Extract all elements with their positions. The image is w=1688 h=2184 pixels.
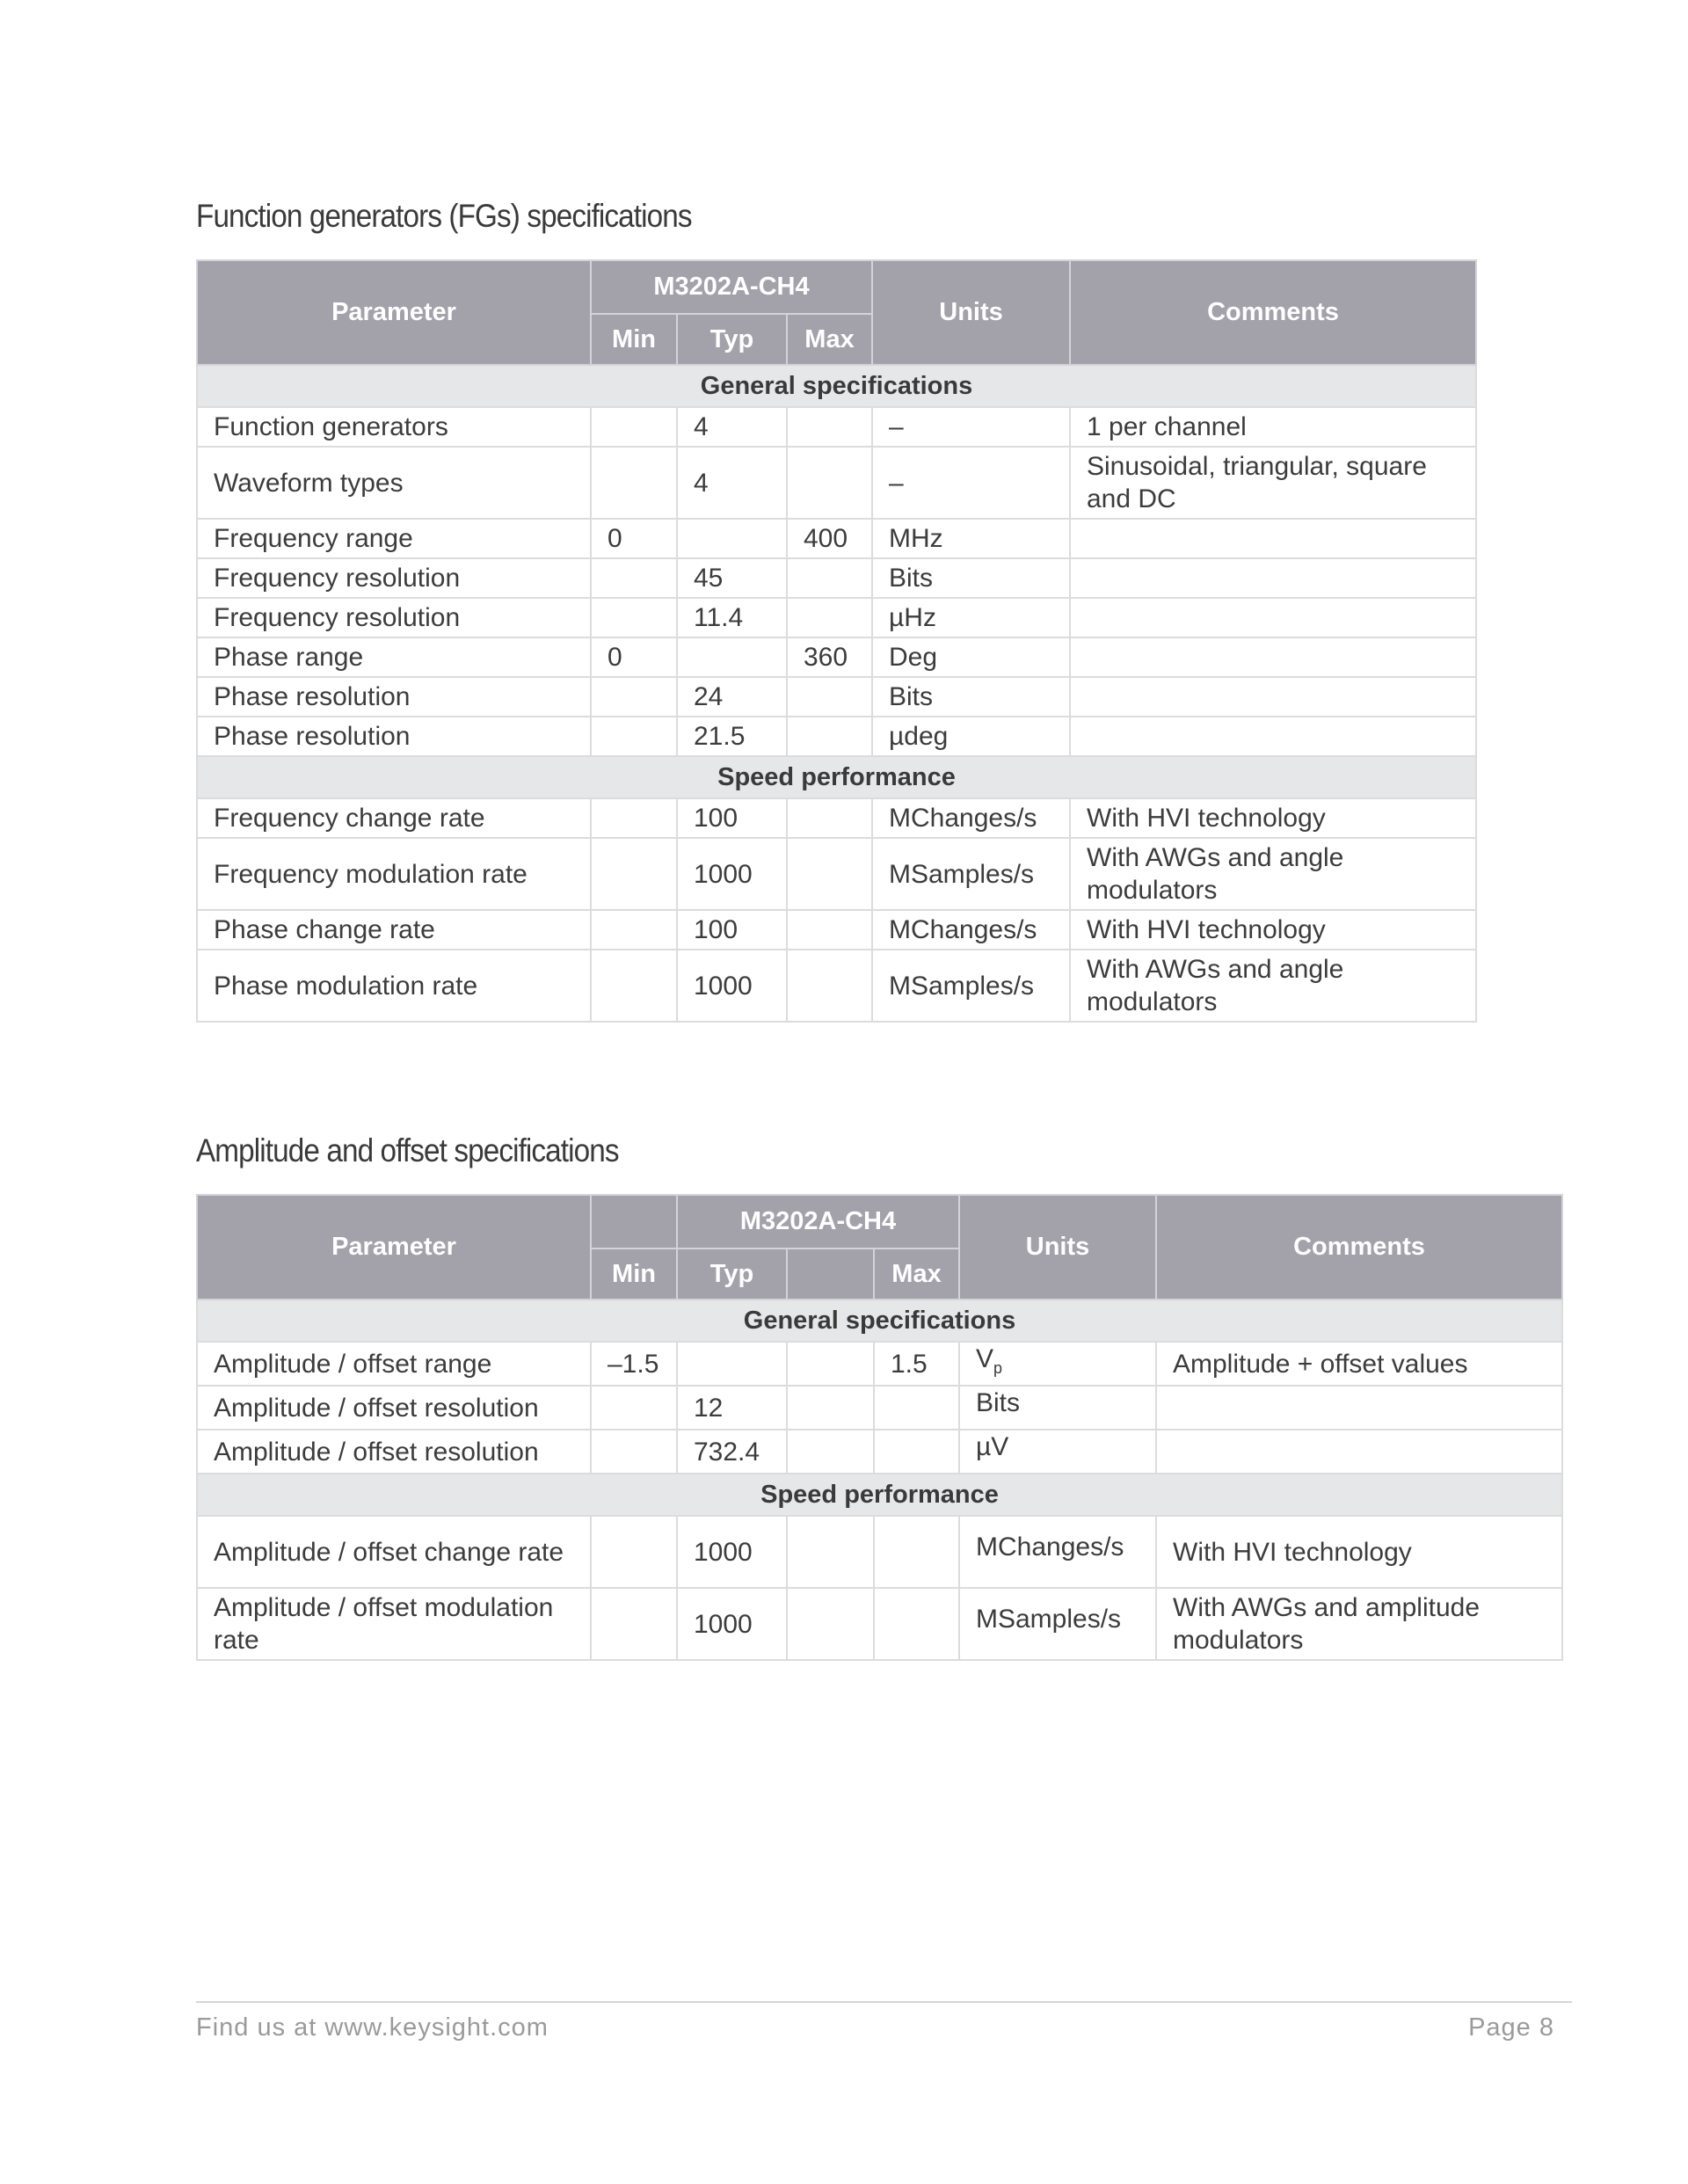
table-cell [787,598,872,637]
table-row [197,447,1476,519]
table-cell: Phase modulation rate [197,950,591,1022]
header-parameter: Parameter [197,260,591,365]
table-row [197,637,1476,677]
table-cell: 1000 [677,1588,787,1660]
header-blank [591,1195,677,1249]
table-cell: Amplitude / offset resolution [197,1430,591,1474]
table-cell [1156,1386,1562,1430]
table-cell [787,1516,874,1588]
table-cell: Amplitude / offset change rate [197,1516,591,1588]
table-cell [787,950,872,1022]
table-cell [591,1588,677,1660]
table-cell: Amplitude / offset range [197,1342,591,1386]
table-cell [591,407,677,447]
table-row [197,519,1476,558]
table-cell [787,717,872,756]
table-cell: Waveform types [197,447,591,519]
table-cell: Phase resolution [197,677,591,717]
table-cell: Bits [872,558,1070,598]
table-cell: Phase change rate [197,910,591,950]
table-cell [591,447,677,519]
footer-divider [196,2001,1572,2003]
table-cell [1070,717,1476,756]
units-text: MChanges/s [976,1532,1124,1562]
units-text: V [976,1344,994,1373]
table-row [197,1342,1562,1386]
table-cell: 12 [677,1386,787,1430]
table-cell: 1000 [677,1516,787,1588]
table-cell: µdeg [872,717,1070,756]
section-row [197,756,1476,798]
footer-website-link[interactable]: Find us at www.keysight.com [196,2013,549,2042]
table-row [197,910,1476,950]
section-label: General specifications [197,365,1476,407]
table-cell [787,910,872,950]
table-cell: Frequency resolution [197,558,591,598]
table-cell: Deg [872,637,1070,677]
table-row [197,1588,1562,1660]
units-cell [959,1386,1156,1430]
table-row [197,677,1476,717]
table-cell: Frequency range [197,519,591,558]
table-cell [591,910,677,950]
table-row [197,838,1476,910]
table-cell [874,1516,959,1588]
section-title-fg: Function generators (FGs) specifications [196,198,692,234]
header-model: M3202A-CH4 [591,260,872,314]
table-cell: Amplitude / offset modulation rate [197,1588,591,1660]
table-row [197,1430,1562,1474]
table-cell: 11.4 [677,598,787,637]
table-cell [874,1430,959,1474]
header-comments: Comments [1070,260,1476,365]
table-cell: Bits [872,677,1070,717]
table-cell [591,677,677,717]
table-cell: – [872,407,1070,447]
table-row [197,717,1476,756]
table-row [197,598,1476,637]
units-cell [959,1342,1156,1386]
table-cell: 100 [677,798,787,838]
table-cell [591,717,677,756]
table-cell [787,798,872,838]
table-cell [1070,598,1476,637]
table-cell [677,519,787,558]
table-cell [1070,637,1476,677]
table-cell: 1000 [677,950,787,1022]
header-max: Max [787,314,872,365]
table-row [197,1386,1562,1430]
table-cell [1156,1430,1562,1474]
table-cell: Amplitude + offset values [1156,1342,1562,1386]
table-cell: With HVI technology [1070,910,1476,950]
table-cell: Frequency change rate [197,798,591,838]
table-cell [874,1386,959,1430]
table-cell [591,558,677,598]
table-cell [1070,677,1476,717]
section-row [197,1299,1562,1342]
table-row [197,407,1476,447]
table-cell [787,1588,874,1660]
table-cell: MHz [872,519,1070,558]
table-cell: Phase resolution [197,717,591,756]
table-cell: 100 [677,910,787,950]
table-cell: With HVI technology [1070,798,1476,838]
table-cell [787,838,872,910]
table-cell: Amplitude / offset resolution [197,1386,591,1430]
table-row [197,950,1476,1022]
table-cell: MChanges/s [872,910,1070,950]
table-cell: MSamples/s [872,950,1070,1022]
amplitude-spec-table [196,1194,1563,1661]
table-cell: 400 [787,519,872,558]
table-cell [677,1342,787,1386]
table-cell: 21.5 [677,717,787,756]
table-cell [591,598,677,637]
table-cell [787,447,872,519]
fg-spec-table [196,259,1477,1023]
table-cell [1070,558,1476,598]
table-cell [591,1386,677,1430]
table-row [197,558,1476,598]
table-cell: 732.4 [677,1430,787,1474]
section-label: Speed performance [197,1474,1562,1516]
units-text: µV [976,1432,1009,1461]
header-model: M3202A-CH4 [677,1195,959,1249]
section-title-amplitude: Amplitude and offset specifications [196,1132,619,1168]
table-cell: 45 [677,558,787,598]
header-units: Units [872,260,1070,365]
header-min: Min [591,314,677,365]
section-row [197,1474,1562,1516]
table-cell: Frequency modulation rate [197,838,591,910]
table-cell [787,407,872,447]
table-cell: Sinusoidal, triangular, square and DC [1070,447,1476,519]
table-cell: Function generators [197,407,591,447]
table-cell: Frequency resolution [197,598,591,637]
table-cell [1070,519,1476,558]
header-parameter: Parameter [197,1195,591,1299]
table-cell: With HVI technology [1156,1516,1562,1588]
table-cell: MSamples/s [872,838,1070,910]
table-cell: 0 [591,519,677,558]
header-max: Max [874,1249,959,1299]
header-comments: Comments [1156,1195,1562,1299]
section-label: General specifications [197,1299,1562,1342]
table-cell [787,677,872,717]
table-cell [787,1386,874,1430]
units-text: Bits [976,1388,1021,1417]
units-cell [959,1430,1156,1474]
table-cell: With AWGs and angle modulators [1070,838,1476,910]
table-cell [677,637,787,677]
table-cell: 1.5 [874,1342,959,1386]
table-row [197,1516,1562,1588]
header-typ: Typ [677,1249,787,1299]
units-text: MSamples/s [976,1605,1122,1634]
table-cell: 1000 [677,838,787,910]
table-cell: Phase range [197,637,591,677]
table-cell: MChanges/s [872,798,1070,838]
table-cell: 0 [591,637,677,677]
table-cell: µHz [872,598,1070,637]
table-cell: –1.5 [591,1342,677,1386]
table-row [197,798,1476,838]
table-cell [787,558,872,598]
header-blank [787,1249,874,1299]
table-cell [591,798,677,838]
table-cell: 4 [677,447,787,519]
header-units: Units [959,1195,1156,1299]
table-cell [591,1516,677,1588]
table-cell: 1 per channel [1070,407,1476,447]
table-cell: 4 [677,407,787,447]
table-cell: – [872,447,1070,519]
section-row [197,365,1476,407]
table-cell: With AWGs and angle modulators [1070,950,1476,1022]
units-cell [959,1588,1156,1660]
section-label: Speed performance [197,756,1476,798]
page-number: Page 8 [1468,2013,1554,2042]
header-min: Min [591,1249,677,1299]
table-cell: With AWGs and amplitude modulators [1156,1588,1562,1660]
table-cell: 360 [787,637,872,677]
table-cell [591,838,677,910]
table-cell: 24 [677,677,787,717]
table-cell [787,1342,874,1386]
units-cell [959,1516,1156,1588]
table-cell [787,1430,874,1474]
header-typ: Typ [677,314,787,365]
table-cell [591,1430,677,1474]
units-subscript: p [993,1359,1003,1377]
table-cell [591,950,677,1022]
table-cell [874,1588,959,1660]
